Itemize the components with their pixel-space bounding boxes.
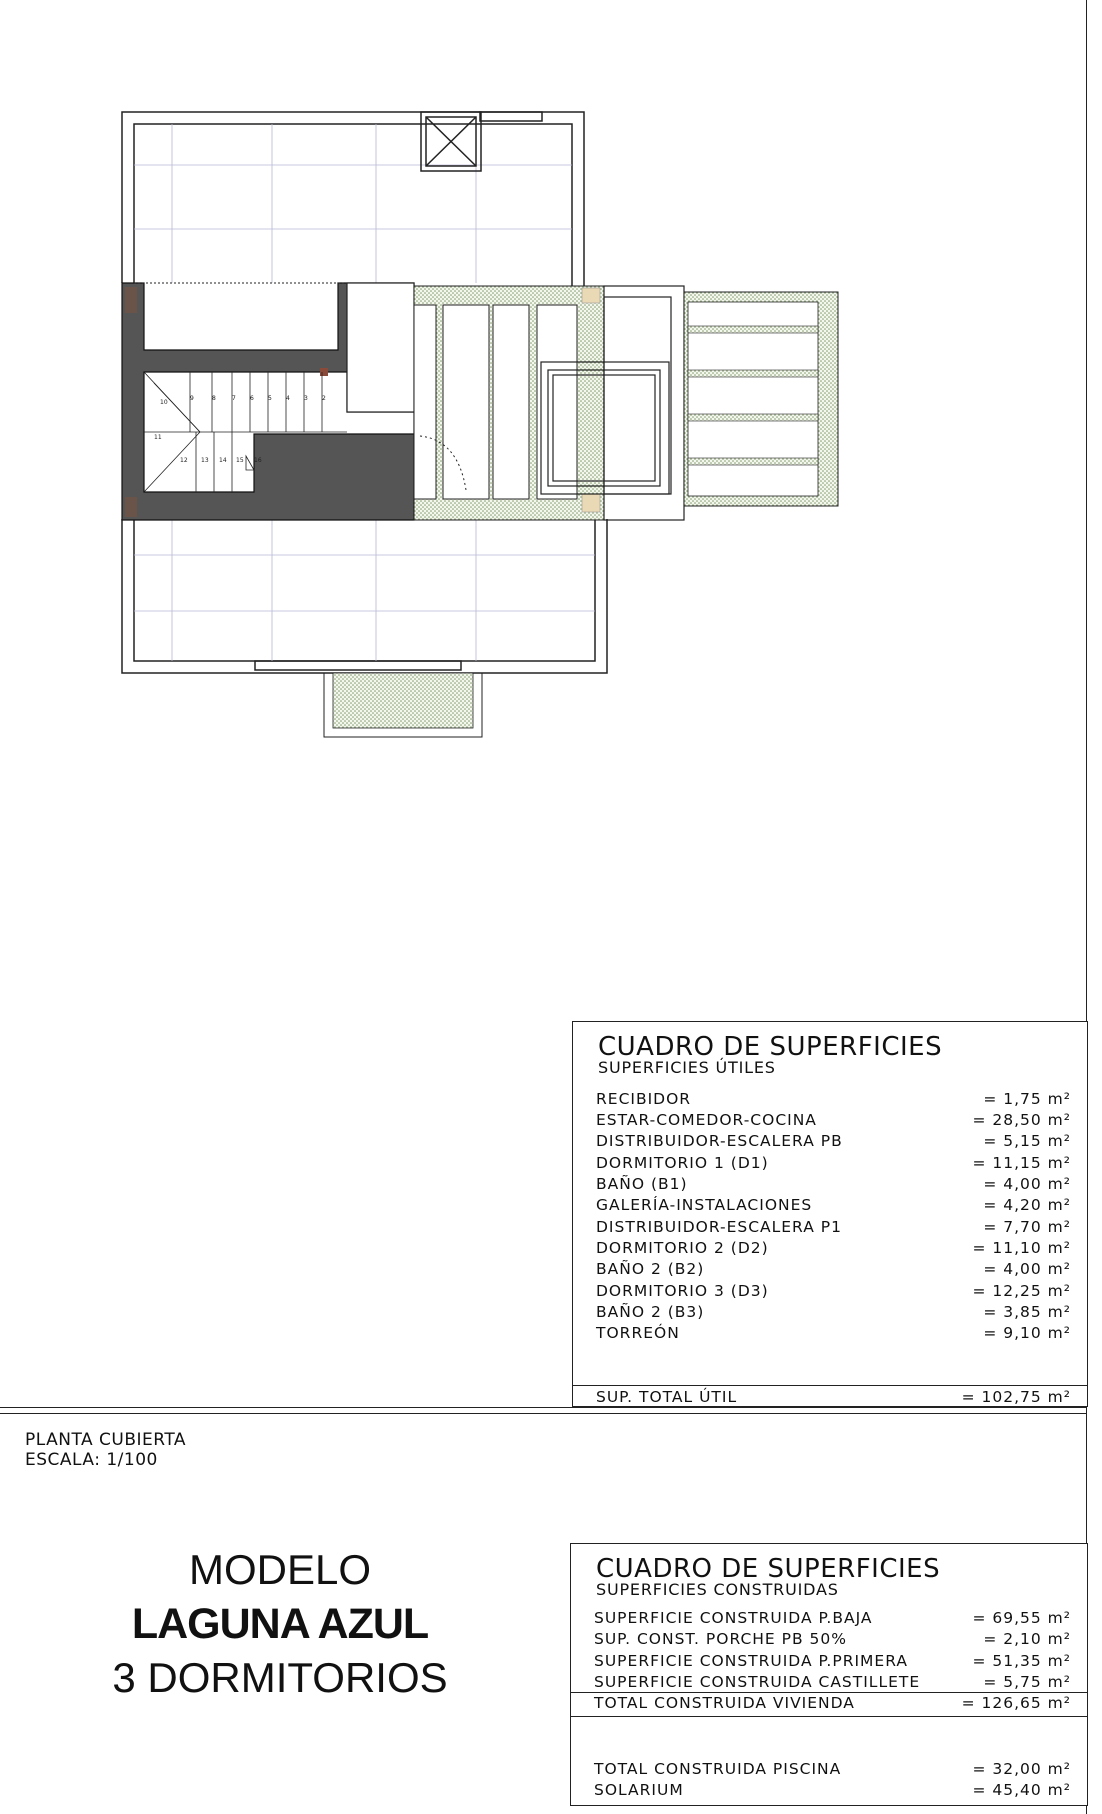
svg-text:3: 3 <box>304 395 308 402</box>
svg-text:7: 7 <box>232 395 236 402</box>
model-bedrooms: 3 DORMITORIOS <box>112 1654 448 1701</box>
built-surfaces-table <box>570 1543 1088 1806</box>
svg-text:12: 12 <box>180 457 188 464</box>
svg-text:8: 8 <box>212 395 216 402</box>
porch-bottom <box>324 673 482 737</box>
table-row: DORMITORIO 1 (D1) = 11,15 m² <box>596 1154 1071 1172</box>
roof-plan-drawing <box>0 0 1102 760</box>
pergola-right <box>684 292 838 506</box>
svg-text:15: 15 <box>236 457 244 464</box>
svg-text:14: 14 <box>219 457 227 464</box>
useful-surfaces-table <box>572 1021 1088 1407</box>
table-row: TORREÓN = 9,10 m² <box>596 1324 1071 1342</box>
total-row: TOTAL CONSTRUIDA VIVIENDA = 126,65 m² <box>594 1694 1071 1712</box>
plan-title: PLANTA CUBIERTA <box>25 1430 187 1450</box>
table-row: GALERÍA-INSTALACIONES = 4,20 m² <box>596 1196 1071 1214</box>
total-row: SUP. TOTAL ÚTIL = 102,75 m² <box>596 1388 1071 1406</box>
svg-text:11: 11 <box>154 434 162 441</box>
table-row: DORMITORIO 3 (D3) = 12,25 m² <box>596 1282 1071 1300</box>
table-row: DORMITORIO 2 (D2) = 11,10 m² <box>596 1239 1071 1257</box>
page-divider <box>0 1413 1087 1414</box>
table-row: ESTAR-COMEDOR-COCINA = 28,50 m² <box>596 1111 1071 1129</box>
svg-text:9: 9 <box>190 395 194 402</box>
model-label: MODELO <box>188 1546 372 1593</box>
terrace-solarium <box>414 286 604 520</box>
table-row: SUPERFICIE CONSTRUIDA P.PRIMERA = 51,35 m² <box>594 1652 1071 1670</box>
model-name: LAGUNA AZUL <box>131 1600 429 1648</box>
table-row: BAÑO 2 (B2) = 4,00 m² <box>596 1260 1071 1278</box>
table-row: DISTRIBUIDOR-ESCALERA PB = 5,15 m² <box>596 1132 1071 1150</box>
built-table-subtitle: SUPERFICIES CONSTRUIDAS <box>596 1580 839 1599</box>
built-table-title: CUADRO DE SUPERFICIES <box>596 1554 941 1584</box>
table-row: RECIBIDOR = 1,75 m² <box>596 1090 1071 1108</box>
svg-text:16: 16 <box>254 457 262 464</box>
svg-text:5: 5 <box>268 395 272 402</box>
table-row: SUP. CONST. PORCHE PB 50% = 2,10 m² <box>594 1630 1071 1648</box>
table-separator <box>571 1716 1087 1717</box>
useful-table-subtitle: SUPERFICIES ÚTILES <box>598 1058 776 1077</box>
page-divider <box>0 1407 1087 1408</box>
svg-text:2: 2 <box>322 395 326 402</box>
svg-text:10: 10 <box>160 399 168 406</box>
table-row: DISTRIBUIDOR-ESCALERA P1 = 7,70 m² <box>596 1218 1071 1236</box>
table-row: BAÑO (B1) = 4,00 m² <box>596 1175 1071 1193</box>
table-row: BAÑO 2 (B3) = 3,85 m² <box>596 1303 1071 1321</box>
svg-text:4: 4 <box>286 395 290 402</box>
useful-table-title: CUADRO DE SUPERFICIES <box>598 1032 943 1062</box>
svg-text:6: 6 <box>250 395 254 402</box>
table-separator <box>573 1385 1087 1386</box>
table-row: SUPERFICIE CONSTRUIDA P.BAJA = 69,55 m² <box>594 1609 1071 1627</box>
plan-scale: ESCALA: 1/100 <box>25 1450 158 1470</box>
table-row: SOLARIUM = 45,40 m² <box>594 1781 1071 1799</box>
table-row: SUPERFICIE CONSTRUIDA CASTILLETE = 5,75 m² <box>594 1673 1071 1691</box>
svg-text:13: 13 <box>201 457 209 464</box>
table-separator <box>571 1692 1087 1693</box>
table-row: TOTAL CONSTRUIDA PISCINA = 32,00 m² <box>594 1760 1071 1778</box>
chimney-vent <box>421 112 481 171</box>
